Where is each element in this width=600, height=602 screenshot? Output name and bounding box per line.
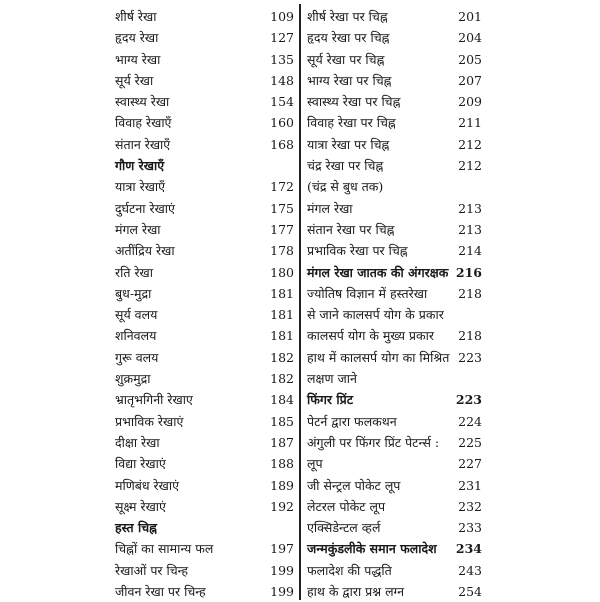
entry-page-number: 172 [270, 179, 294, 195]
index-entry [112, 134, 298, 155]
entry-page-number: 207 [458, 72, 482, 88]
entry-page-number: 184 [270, 392, 294, 408]
entry-page-number: 127 [270, 30, 294, 46]
entry-page-number: 154 [270, 94, 294, 110]
column-divider [299, 4, 301, 600]
entry-title: गुरू वलय [115, 349, 159, 365]
entry-title: लक्षण जाने [307, 371, 357, 387]
entry-page-number: 243 [458, 562, 482, 578]
entry-title: जीवन रेखा पर चिन्ह [115, 584, 206, 600]
entry-page-number: 234 [455, 541, 482, 557]
entry-title: हाथ के द्वारा प्रश्न लग्न [307, 584, 405, 600]
index-entry [304, 325, 482, 346]
entry-title: मंगल रेखा [115, 221, 161, 237]
entry-page-number: 233 [458, 520, 482, 536]
entry-page-number: 212 [458, 158, 482, 174]
index-entry [304, 176, 482, 197]
entry-title: जी सेन्ट्रल पोकेट लूप [307, 477, 401, 493]
index-entry [112, 411, 298, 432]
entry-title: से जाने कालसर्प योग के प्रकार [307, 307, 444, 323]
entry-page-number: 205 [458, 51, 482, 67]
index-entry [304, 517, 482, 538]
index-section-heading [304, 389, 482, 410]
entry-title: गौण रेखाएँ [115, 158, 165, 174]
entry-page-number: 175 [270, 200, 294, 216]
entry-title: रेखाओं पर चिन्ह [115, 562, 189, 578]
index-entry [112, 198, 298, 219]
entry-page-number: 213 [458, 200, 482, 216]
index-left-column [112, 6, 298, 602]
entry-page-number: 223 [455, 392, 482, 408]
entry-title: स्वास्थ्य रेखा पर चिह्न [307, 94, 401, 110]
index-entry [304, 368, 482, 389]
index-entry [304, 198, 482, 219]
index-entry [112, 70, 298, 91]
entry-page-number: 192 [270, 498, 294, 514]
index-entry [304, 240, 482, 261]
index-entry [112, 176, 298, 197]
index-entry [112, 49, 298, 70]
index-entry [112, 389, 298, 410]
entry-page-number: 135 [270, 51, 294, 67]
entry-title: (चंद्र से बुध तक) [307, 179, 384, 195]
entry-page-number: 232 [458, 498, 482, 514]
entry-title: स्वास्थ्य रेखा [115, 94, 170, 110]
index-entry [112, 325, 298, 346]
index-entry [304, 219, 482, 240]
entry-page-number: 185 [270, 413, 294, 429]
entry-page-number: 201 [458, 9, 482, 24]
entry-title: शीर्ष रेखा पर चिह्न [307, 9, 388, 24]
index-entry [112, 262, 298, 283]
index-entry [304, 581, 482, 602]
index-entry [112, 219, 298, 240]
entry-title: मंगल रेखा [307, 200, 353, 216]
entry-page-number: 181 [270, 285, 294, 301]
entry-title: सूर्य रेखा [115, 72, 154, 88]
entry-title: जन्मकुंडलीके समान फलादेश [307, 541, 437, 557]
entry-title: फलादेश की पद्धति [307, 562, 392, 578]
entry-title: हृदय रेखा पर चिह्न [307, 30, 390, 46]
entry-page-number: 199 [270, 562, 294, 578]
index-entry [112, 432, 298, 453]
entry-page-number: 178 [270, 243, 294, 259]
index-entry [112, 368, 298, 389]
entry-page-number: 209 [458, 94, 482, 110]
index-entry [112, 283, 298, 304]
entry-title: चिह्नों का सामान्य फल [115, 541, 214, 557]
entry-page-number: 160 [270, 115, 294, 131]
entry-page-number: 197 [270, 541, 294, 557]
index-entry [112, 6, 298, 27]
entry-title: भाग्य रेखा [115, 51, 161, 67]
entry-title: अंगुली पर फिंगर प्रिंट पेटर्न्स : [307, 434, 440, 450]
entry-page-number: 231 [458, 477, 482, 493]
index-entry [304, 560, 482, 581]
index-entry [112, 475, 298, 496]
index-entry [304, 6, 482, 27]
entry-title: शनिवलय [115, 328, 157, 344]
index-entry [304, 304, 482, 325]
index-right-column [304, 6, 482, 602]
entry-title: भाग्य रेखा पर चिह्न [307, 72, 392, 88]
index-entry [112, 560, 298, 581]
entry-title: मणिबंध रेखाएं [115, 477, 180, 493]
entry-page-number: 211 [458, 115, 482, 131]
index-entry [304, 411, 482, 432]
entry-title: हृदय रेखा [115, 30, 159, 46]
entry-page-number: 212 [458, 136, 482, 152]
entry-page-number: 189 [270, 477, 294, 493]
entry-page-number: 225 [458, 434, 482, 450]
index-entry [304, 112, 482, 133]
entry-page-number: 148 [270, 72, 294, 88]
entry-page-number: 218 [458, 328, 482, 344]
entry-title: विवाह रेखा पर चिह्न [307, 115, 396, 131]
index-entry [112, 347, 298, 368]
entry-title: रति रेखा [115, 264, 154, 280]
entry-page-number: 188 [270, 456, 294, 472]
entry-title: भ्रातृभगिनी रेखाए [115, 392, 193, 408]
index-entry [304, 475, 482, 496]
index-entry [112, 27, 298, 48]
entry-title: विद्या रेखाएं [115, 456, 166, 472]
entry-title: यात्रा रेखा पर चिह्न [307, 136, 390, 152]
index-entry [304, 347, 482, 368]
entry-title: मंगल रेखा जातक की अंगरक्षक [307, 264, 449, 280]
entry-page-number: 204 [458, 30, 482, 46]
entry-title: सूर्य वलय [115, 307, 158, 323]
index-section-heading [112, 517, 298, 538]
index-entry [304, 155, 482, 176]
entry-title: विवाह रेखाएँ [115, 115, 172, 131]
entry-title: प्रभाविक रेखा पर चिह्न [307, 243, 408, 259]
entry-title: सूर्य रेखा पर चिह्न [307, 51, 385, 67]
entry-page-number: 168 [270, 136, 294, 152]
entry-title: लेटरल पोकेट लूप [307, 498, 386, 514]
entry-page-number: 227 [458, 456, 482, 472]
entry-title: दीक्षा रेखा [115, 434, 160, 450]
index-entry [304, 91, 482, 112]
entry-title: शीर्ष रेखा [115, 9, 157, 24]
index-entry [112, 91, 298, 112]
entry-page-number: 224 [458, 413, 482, 429]
entry-title: हाथ में कालसर्प योग का मिश्रित [307, 349, 450, 365]
index-entry [304, 432, 482, 453]
entry-page-number: 213 [458, 221, 482, 237]
index-entry [304, 453, 482, 474]
index-section-heading [304, 538, 482, 559]
index-entry [304, 27, 482, 48]
entry-title: एक्सिडेन्टल व्हर्ल [307, 520, 381, 536]
entry-title: प्रभाविक रेखाएं [115, 413, 184, 429]
entry-page-number: 214 [458, 243, 482, 259]
index-section-heading [304, 262, 482, 283]
entry-page-number: 223 [458, 349, 482, 365]
index-entry [112, 581, 298, 602]
entry-title: चंद्र रेखा पर चिह्न [307, 158, 384, 174]
index-entry [112, 453, 298, 474]
entry-title: शुक्रमुद्रा [115, 371, 151, 387]
entry-page-number: 109 [270, 9, 294, 24]
entry-title: पेटर्न द्वारा फलकथन [307, 413, 397, 429]
index-entry [304, 70, 482, 91]
index-entry [112, 538, 298, 559]
entry-title: अतींद्रिय रेखा [115, 243, 175, 259]
entry-title: सूक्ष्म रेखाएं [115, 498, 166, 514]
index-entry [112, 240, 298, 261]
entry-title: हस्त चिह्न [115, 520, 157, 536]
entry-title: कालसर्प योग के मुख्य प्रकार [307, 328, 434, 344]
entry-page-number: 182 [270, 371, 294, 387]
entry-title: बुध-मुद्रा [115, 285, 152, 301]
entry-title: संतान रेखा पर चिह्न [307, 221, 395, 237]
entry-title: दुर्घटना रेखाएं [115, 200, 175, 216]
index-entry [112, 112, 298, 133]
index-entry [304, 283, 482, 304]
index-entry [304, 134, 482, 155]
entry-page-number: 182 [270, 349, 294, 365]
entry-page-number: 216 [455, 264, 482, 280]
entry-title: यात्रा रेखाएँ [115, 179, 166, 195]
entry-title: फिंगर प्रिंट [307, 392, 354, 408]
entry-title: ज्योतिष विज्ञान में हस्तरेखा [307, 285, 428, 301]
index-entry [304, 49, 482, 70]
index-entry [112, 496, 298, 517]
entry-title: लूप [307, 456, 323, 472]
index-section-heading [112, 155, 298, 176]
entry-page-number: 187 [270, 434, 294, 450]
entry-page-number: 218 [458, 285, 482, 301]
entry-title: संतान रेखाएँ [115, 136, 171, 152]
entry-page-number: 181 [270, 307, 294, 323]
entry-page-number: 254 [458, 584, 482, 600]
index-entry [112, 304, 298, 325]
entry-page-number: 199 [270, 584, 294, 600]
entry-page-number: 181 [270, 328, 294, 344]
entry-page-number: 177 [270, 221, 294, 237]
index-entry [304, 496, 482, 517]
entry-page-number: 180 [270, 264, 294, 280]
